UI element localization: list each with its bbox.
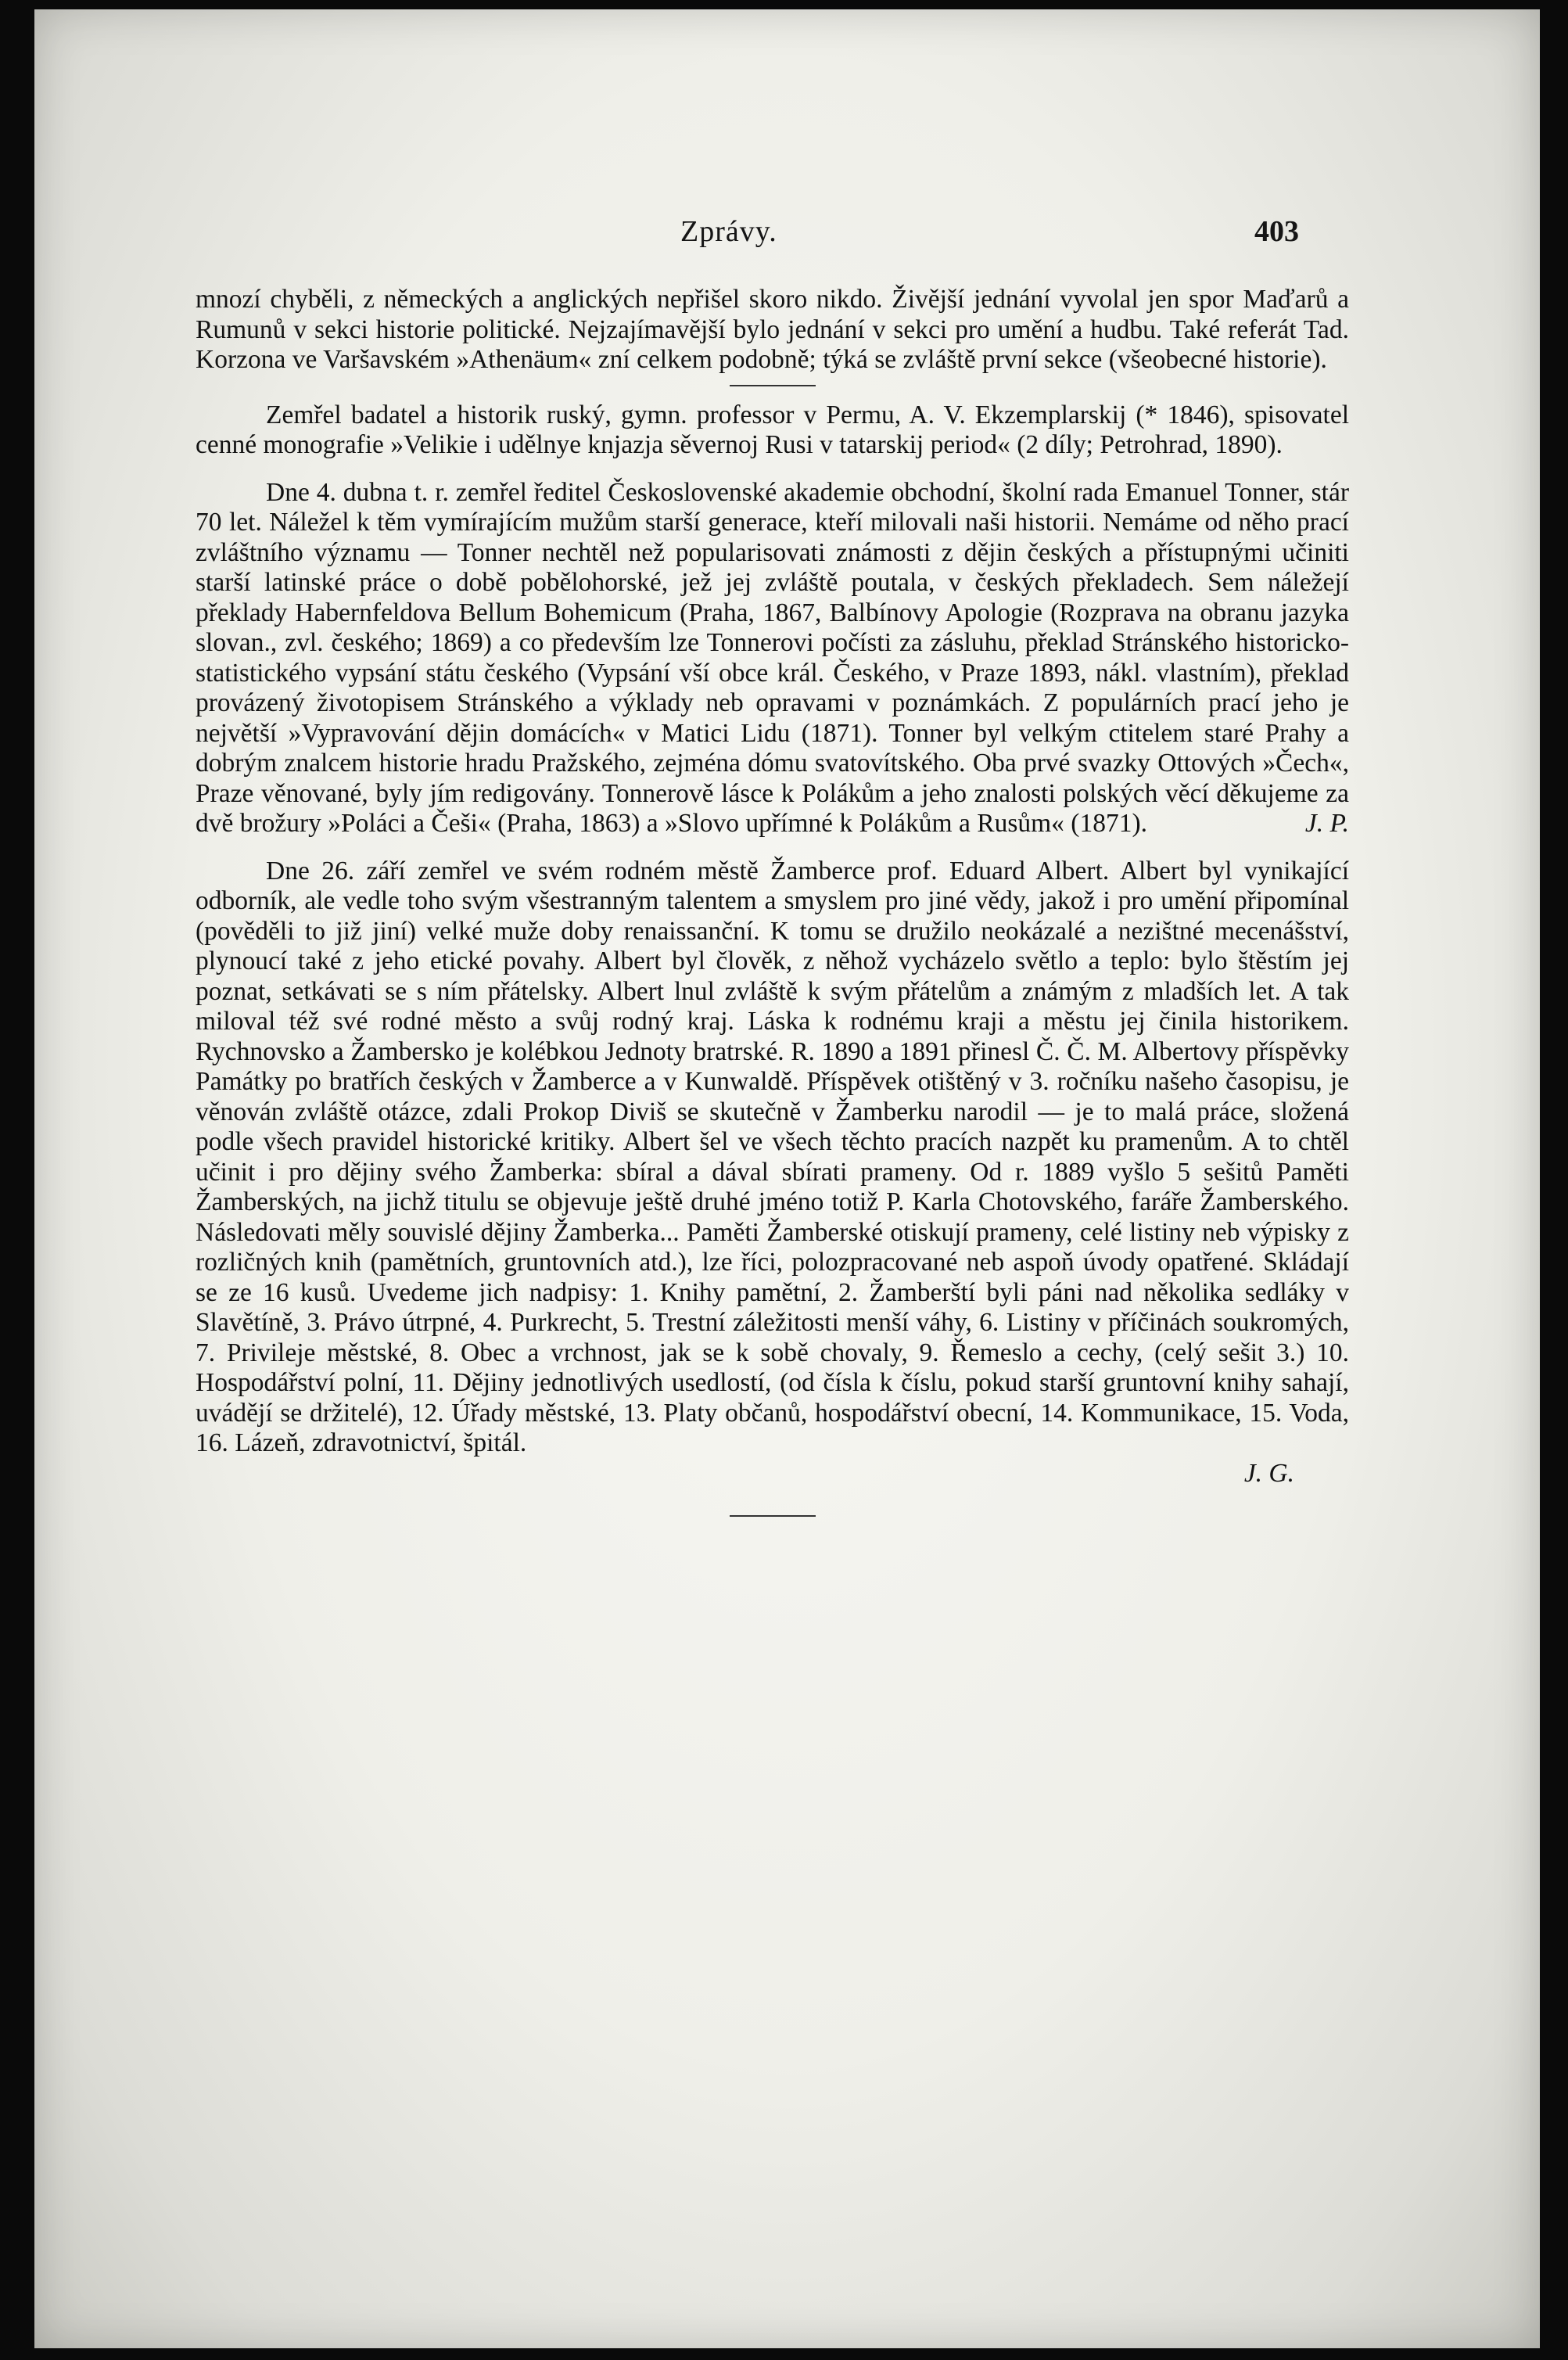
page-header bbox=[34, 214, 1540, 261]
section-divider bbox=[730, 385, 816, 386]
running-title: Zprávy. bbox=[680, 215, 777, 248]
spacer bbox=[730, 469, 816, 470]
article-body bbox=[196, 285, 1349, 1517]
page-sheet bbox=[34, 9, 1540, 2348]
paragraph-albert-obituary: Dne 26. září zemřel ve svém rodném městě Žamberce prof. Eduard Albert. Albert byl vynikající odborník, ale vedle toho svým všestranným talentem a smyslem pro jiné vědy, jakož i pro umění připomínal (pověděli to již jiní) velké muže doby renaissanční. K tomu se družilo neokázalé a nezištné mecenášství, plynoucí také z jeho etické povahy. Albert byl člověk, z něhož vycházelo světlo a teplo: bylo štěstím jej poznat, setkávati se s ním přátelsky. Albert lnul zvláště k svým přátelům a známým z mladších let. A tak miloval též své rodné město a svůj rodný kraj. Láska k rodnému kraji a městu jej činila historikem. Rychnovsko a Žambersko je kolébkou Jednoty bratrské. R. 1890 a 1891 přinesl Č. Č. M. Albertovy příspěvky Památky po bratřích českých v Žamberce a v Kunwaldě. Příspěvek otištěný v 3. ročníku našeho časopisu, je věnován zvláště otázce, zdali Prokop Diviš se skutečně v Žamberku narodil — je to malá práce, složená podle všech pravidel historické kritiky. Albert šel ve všech těchto pracích nazpět ku pramenům. A to chtěl učinit i pro dějiny svého Žamberka: sbíral a dával sbírati prameny. Od r. 1889 vyšlo 5 sešitů Paměti Žamberských, na jichž titulu se objevuje ještě druhé jméno totiž P. Karla Chotovského, faráře Žamberského. Následovati měly souvislé dějiny Žamberka... Paměti Žamberské otiskují prameny, celé listiny neb výpisky z rozličných knih (pamětních, gruntovních atd.), lze říci, polozpracované neb aspoň úvody opatřené. Skládají se ze 16 kusů. Uvedeme jich nadpisy: 1. Knihy pamětní, 2. Žamberští byli páni nad několika sedláky v Slavětíně, 3. Právo útrpné, 4. Purkrecht, 5. Trestní záležitosti menší váhy, 6. Listiny v příčinách soukromých, 7. Privileje městské, 8. Obec a vrchnost, jak se k sobě chovaly, 9. Řemeslo a cechy, (celý sešit 3.) 10. Hospodářství polní, 11. Dějiny jednotlivých usedlostí, (od čísla k číslu, pokud starší gruntovní knihy sahají, uvádějí se držitelé), 12. Úřady městské, 13. Platy občanů, hospodářství obecní, 14. Kommunikace, 15. Voda, 16. Lázeň, zdravotnictví, špitál. bbox=[196, 856, 1349, 1457]
closing-divider bbox=[730, 1515, 816, 1517]
spacer bbox=[196, 839, 1349, 857]
page-number: 403 bbox=[1254, 215, 1299, 248]
paragraph-ekzemplarskij-obituary: Zemřel badatel a historik ruský, gymn. professor v Permu, A. V. Ekzemplarskij (* 1846), spisovatel cenné monografie »Velikie i udělnye knjazja sěvernoj Rusi v tatarskij period« (2 díly; Petrohrad, 1890). bbox=[196, 400, 1349, 459]
paragraph-congress-report: mnozí chyběli, z německých a anglických nepřišel skoro nikdo. Živější jednání vyvolal jen spor Maďarů a Rumunů v sekci historie politické. Nejzajímavější bylo jednání v sekci pro umění a hudbu. Také referát Tad. Korzona ve Varšavském »Athenäum« zní celkem podobně; týká se zvláště první sekce (všeobecné historie). bbox=[196, 285, 1349, 374]
tonner-text: Dne 4. dubna t. r. zemřel ředitel Československé akademie obchodní, školní rada Emanuel Tonner, stár 70 let. Náležel k těm vymírajícím mužům starší generace, kteří milovali naši historii. Nemáme od něho prací zvláštního významu — Tonner nechtěl než popularisovati známosti z dějin českých a přístupnými učiniti starší latinské práce o době pobělohorské, jež jej zvláště poutala, v českých překladech. Sem náležejí překlady Habernfeldova Bellum Bohemicum (Praha, 1867, Balbínovy Apologie (Rozprava na obranu jazyka slovan., zvl. českého; 1869) a co především lze Tonnerovi počísti za zásluhu, překlad Stránského historicko-statistického vypsání státu českého (Vypsání vší obce král. Českého, v Praze 1893, nákl. vlastním), překlad provázený životopisem Stránského a výklady neb opravami v poznámkách. Z populárních prací jeho je největší »Vypravování dějin domácích« v Matici Lidu (1871). Tonner byl velkým ctitelem staré Prahy a dobrým znalcem historie hradu Pražského, zejména dómu svatovítského. Oba prvé svazky Ottových »Čech«, Praze věnované, byly jím redigovány. Tonnerově lásce k Polákům a jeho znalosti polských věcí děkujeme za dvě brožury »Poláci a Češi« (Praha, 1863) a »Slovo upřímné k Polákům a Rusům« (1871). bbox=[196, 477, 1349, 838]
signature-jg: J. G. bbox=[1243, 1458, 1294, 1488]
paragraph-tonner-obituary bbox=[196, 478, 1349, 839]
signature-jp: J. P. bbox=[1304, 809, 1349, 838]
